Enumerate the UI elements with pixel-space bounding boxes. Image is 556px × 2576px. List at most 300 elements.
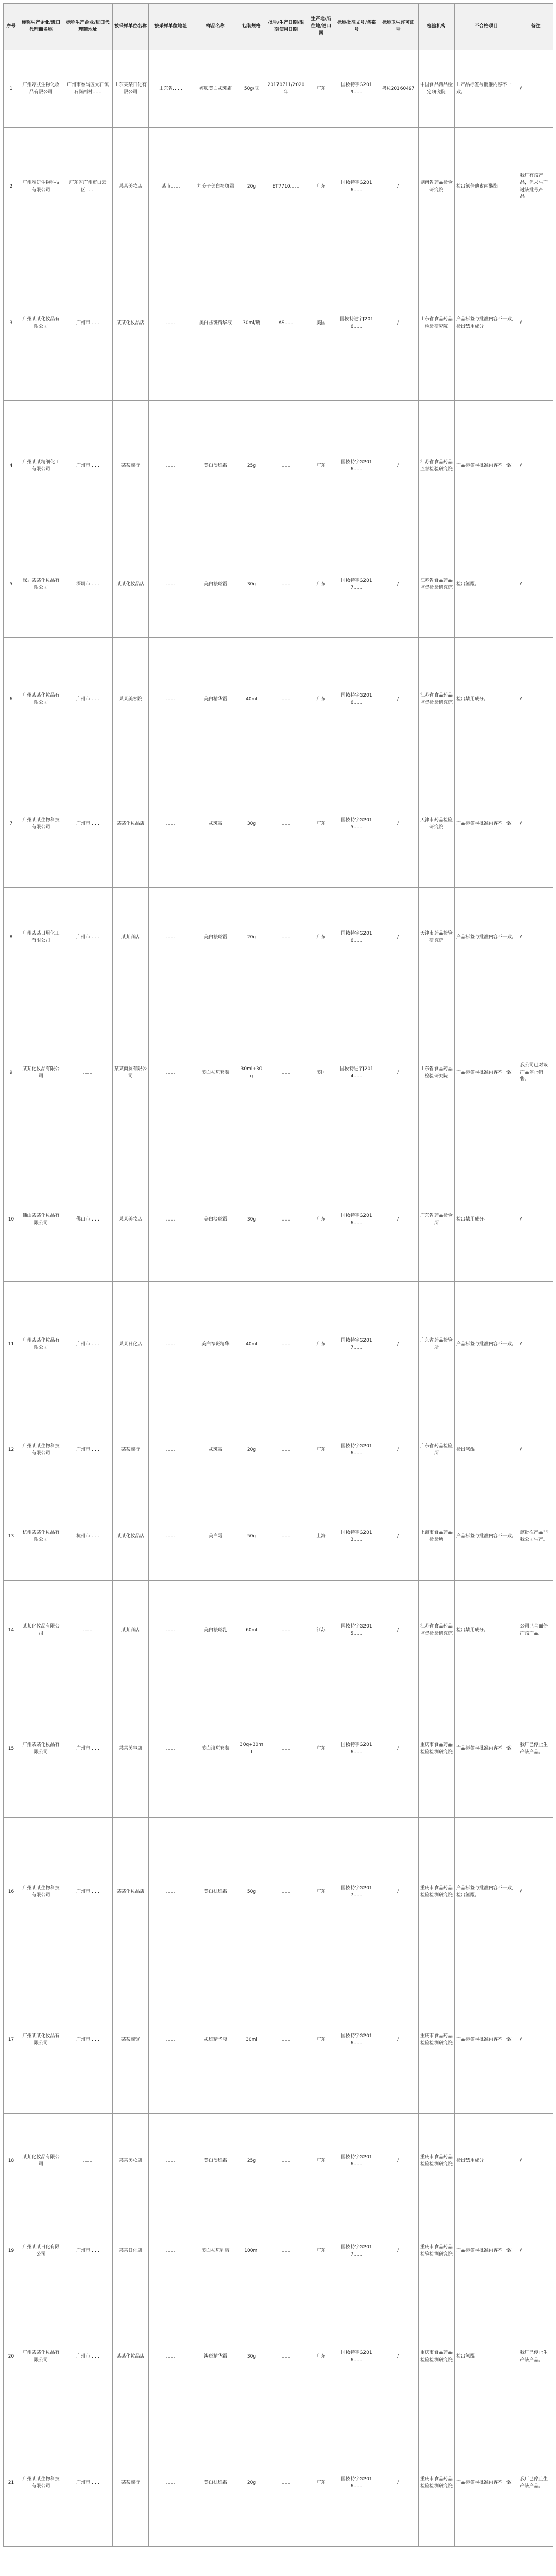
sampler-name: 某某日化店 (113, 1282, 149, 1408)
batch-number: …… (265, 2294, 307, 2420)
approval-number: 国妆特字G2016…… (335, 2114, 378, 2209)
batch-number: 20170711/2020年 (265, 50, 307, 128)
company-name: 广州某某化妆品有限公司 (19, 1967, 63, 2114)
package-spec: 30g+30ml (238, 1681, 265, 1818)
product-name: 美白祛斑霜 (193, 2420, 238, 2547)
failed-item: 产品标签与批准内容不一致。 (455, 2209, 518, 2294)
inspection-lab: 天津市药品检验研究院 (419, 888, 455, 988)
company-name: 广州婷肤生物化妆品有限公司 (19, 50, 63, 128)
batch-number: …… (265, 1818, 307, 1967)
company-name: 广州某某日化有限公司 (19, 2209, 63, 2294)
row-number: 17 (4, 1967, 19, 2114)
sampler-address: …… (149, 2114, 193, 2209)
remark: / (518, 246, 553, 401)
remark: / (518, 1818, 553, 1967)
product-name: 美白淡斑霜 (193, 2114, 238, 2209)
column-header: 标称生产企业/进口代理商地址 (63, 4, 113, 50)
company-name: 深圳某某化妆品有限公司 (19, 532, 63, 638)
sampler-name: 某某美容院 (113, 638, 149, 761)
batch-number: …… (265, 1581, 307, 1681)
origin: 美国 (307, 988, 335, 1158)
company-address: 广州市…… (63, 401, 113, 532)
batch-number: …… (265, 1282, 307, 1408)
origin: 广东 (307, 1818, 335, 1967)
product-name: 美白精华霜 (193, 638, 238, 761)
sampler-address: …… (149, 1967, 193, 2114)
company-address: 广州市…… (63, 246, 113, 401)
remark: / (518, 1158, 553, 1282)
origin: 江苏 (307, 1581, 335, 1681)
sampler-name: 某某美容店 (113, 1681, 149, 1818)
sampler-address: …… (149, 988, 193, 1158)
package-spec: 30g (238, 1158, 265, 1282)
sampler-address: …… (149, 1493, 193, 1581)
inspection-lab: 江苏省食品药品监督检验研究院 (419, 1581, 455, 1681)
package-spec: 20g (238, 1408, 265, 1493)
product-name: 美白祛斑乳 (193, 1581, 238, 1681)
sampler-address: …… (149, 888, 193, 988)
company-name: 佛山某某化妆品有限公司 (19, 1158, 63, 1282)
column-header: 被采样单位地址 (149, 4, 193, 50)
approval-number: 国妆特字G2013…… (335, 1493, 378, 1581)
failed-item: 产品标签与批准内容不一致。 (455, 988, 518, 1158)
license-number: / (378, 1493, 419, 1581)
origin: 广东 (307, 50, 335, 128)
sampler-address: …… (149, 2209, 193, 2294)
table-row (4, 1967, 553, 2114)
row-number: 12 (4, 1408, 19, 1493)
origin: 广东 (307, 638, 335, 761)
inspection-lab: 江苏省食品药品监督检验研究院 (419, 401, 455, 532)
remark: / (518, 1967, 553, 2114)
remark: 该批次产品非我公司生产。 (518, 1493, 553, 1581)
sampler-address: …… (149, 2420, 193, 2547)
approval-number: 国妆特字G2017…… (335, 1818, 378, 1967)
row-number: 15 (4, 1681, 19, 1818)
table-row (4, 761, 553, 888)
origin: 广东 (307, 128, 335, 246)
failed-item: 产品标签与批准内容不一致。 (455, 401, 518, 532)
sampler-name: 某某商店 (113, 888, 149, 988)
approval-number: 国妆特字G2017…… (335, 532, 378, 638)
company-name: 广州某某日用化工有限公司 (19, 888, 63, 988)
package-spec: 60ml (238, 1581, 265, 1681)
inspection-lab: 重庆市食品药品检验检测研究院 (419, 2114, 455, 2209)
remark: / (518, 1408, 553, 1493)
row-number: 3 (4, 246, 19, 401)
column-header: 标称卫生许可证号 (378, 4, 419, 50)
license-number: 粤妆20160497 (378, 50, 419, 128)
inspection-lab: 江苏省食品药品监督检验研究院 (419, 638, 455, 761)
batch-number: …… (265, 638, 307, 761)
inspection-lab: 广东省药品检验所 (419, 1408, 455, 1493)
failed-item: 检出氢醌。 (455, 1408, 518, 1493)
batch-number: …… (265, 2420, 307, 2547)
company-name: 广州某某化妆品有限公司 (19, 1282, 63, 1408)
remark: / (518, 401, 553, 532)
table-row (4, 638, 553, 761)
failed-item: 产品标签与批准内容不一致，检出氢醌。 (455, 1818, 518, 1967)
inspection-lab: 重庆市食品药品检验检测研究院 (419, 1681, 455, 1818)
company-address: …… (63, 988, 113, 1158)
package-spec: 25g (238, 2114, 265, 2209)
package-spec: 20g (238, 128, 265, 246)
origin: 广东 (307, 1967, 335, 2114)
company-name: 广州某某精细化工有限公司 (19, 401, 63, 532)
remark: / (518, 1282, 553, 1408)
table-row (4, 50, 553, 128)
product-name: 美白霜 (193, 1493, 238, 1581)
table-header (4, 4, 553, 50)
approval-number: 国妆特字G2019…… (335, 50, 378, 128)
license-number: / (378, 1158, 419, 1282)
remark: 我厂已停止生产该产品。 (518, 2420, 553, 2547)
license-number: / (378, 532, 419, 638)
origin: 广东 (307, 1282, 335, 1408)
approval-number: 国妆特字G2017…… (335, 2209, 378, 2294)
inspection-lab: 重庆市食品药品检验检测研究院 (419, 2294, 455, 2420)
company-address: 广州市…… (63, 1818, 113, 1967)
sampler-address: …… (149, 1581, 193, 1681)
sampler-address: …… (149, 2294, 193, 2420)
product-name: 婷肤美白祛斑霜 (193, 50, 238, 128)
sampler-name: 某某美妆店 (113, 1158, 149, 1282)
origin: 广东 (307, 1681, 335, 1818)
approval-number: 国妆特字G2016…… (335, 128, 378, 246)
company-name: 某某化妆品有限公司 (19, 988, 63, 1158)
sampler-name: 某某美妆店 (113, 128, 149, 246)
approval-number: 国妆特字G2016…… (335, 2420, 378, 2547)
product-name: 淡斑精华霜 (193, 2294, 238, 2420)
company-name: 某某化妆品有限公司 (19, 2114, 63, 2209)
column-header: 标称批准文号/备案号 (335, 4, 378, 50)
batch-number: …… (265, 401, 307, 532)
table-row (4, 2209, 553, 2294)
row-number: 5 (4, 532, 19, 638)
license-number: / (378, 1681, 419, 1818)
remark: / (518, 2209, 553, 2294)
license-number: / (378, 1408, 419, 1493)
sampler-address: …… (149, 246, 193, 401)
row-number: 21 (4, 2420, 19, 2547)
company-address: 广东省广州市白云区…… (63, 128, 113, 246)
failed-item: 检出氢醌。 (455, 532, 518, 638)
sampler-address: …… (149, 761, 193, 888)
approval-number: 国妆特字G2016…… (335, 1681, 378, 1818)
table-row (4, 1581, 553, 1681)
failed-item: 产品标签与批准内容不一致。 (455, 2420, 518, 2547)
failed-item: 检出禁用成分。 (455, 1581, 518, 1681)
failed-item: 产品标签与批准内容不一致。 (455, 1493, 518, 1581)
product-name: 美白淡斑套装 (193, 1681, 238, 1818)
package-spec: 30ml (238, 1967, 265, 2114)
remark: / (518, 532, 553, 638)
origin: 广东 (307, 2294, 335, 2420)
inspection-lab: 重庆市食品药品检验检测研究院 (419, 2420, 455, 2547)
company-address: 广州市…… (63, 2420, 113, 2547)
row-number: 19 (4, 2209, 19, 2294)
license-number: / (378, 2209, 419, 2294)
license-number: / (378, 1967, 419, 2114)
row-number: 9 (4, 988, 19, 1158)
package-spec: 100ml (238, 2209, 265, 2294)
origin: 广东 (307, 1158, 335, 1282)
license-number: / (378, 128, 419, 246)
package-spec: 30g (238, 2294, 265, 2420)
column-header: 标称生产企业/进口代理商名称 (19, 4, 63, 50)
remark: / (518, 50, 553, 128)
column-header: 被采样单位名称 (113, 4, 149, 50)
row-number: 4 (4, 401, 19, 532)
package-spec: 40ml (238, 1282, 265, 1408)
table-row (4, 2114, 553, 2209)
failed-item: 产品标签与批准内容不一致。 (455, 1282, 518, 1408)
approval-number: 国妆特字G2015…… (335, 1581, 378, 1681)
package-spec: 30ml/瓶 (238, 246, 265, 401)
inspection-results-table (3, 3, 553, 2547)
origin: 美国 (307, 246, 335, 401)
batch-number: …… (265, 1681, 307, 1818)
row-number: 20 (4, 2294, 19, 2420)
company-address: 广州市…… (63, 2209, 113, 2294)
origin: 广东 (307, 532, 335, 638)
batch-number: …… (265, 888, 307, 988)
company-address: 广州市番禺区大石镇石岗西村…… (63, 50, 113, 128)
column-header: 生产地/所在地/进口国 (307, 4, 335, 50)
remark: / (518, 888, 553, 988)
row-number: 18 (4, 2114, 19, 2209)
sampler-name: 某某化妆品店 (113, 532, 149, 638)
origin: 广东 (307, 888, 335, 988)
package-spec: 25g (238, 401, 265, 532)
origin: 广东 (307, 401, 335, 532)
package-spec: 50g (238, 1818, 265, 1967)
company-address: 广州市…… (63, 1282, 113, 1408)
batch-number: …… (265, 2114, 307, 2209)
product-name: 美白祛斑霜 (193, 532, 238, 638)
table-row (4, 246, 553, 401)
package-spec: 30ml+30g (238, 988, 265, 1158)
inspection-lab: 广东省药品检验所 (419, 1282, 455, 1408)
table-row (4, 2294, 553, 2420)
table-row (4, 128, 553, 246)
failed-item: 1.产品标签与批准内容不一致。 (455, 50, 518, 128)
company-address: 广州市…… (63, 638, 113, 761)
approval-number: 国妆特字G2016…… (335, 1158, 378, 1282)
remark: / (518, 638, 553, 761)
table-row (4, 1408, 553, 1493)
approval-number: 国妆特进字J2014…… (335, 988, 378, 1158)
table-row (4, 532, 553, 638)
approval-number: 国妆特字G2016…… (335, 1967, 378, 2114)
product-name: 祛斑霜 (193, 1408, 238, 1493)
column-header: 备注 (518, 4, 553, 50)
table-body (4, 50, 553, 2547)
sampler-name: 某某日化店 (113, 2209, 149, 2294)
license-number: / (378, 2294, 419, 2420)
remark: / (518, 761, 553, 888)
product-name: 美白淡斑霜 (193, 401, 238, 532)
product-name: 美白祛斑乳液 (193, 2209, 238, 2294)
company-address: 深圳市…… (63, 532, 113, 638)
header-row (4, 4, 553, 50)
failed-item: 检出禁用成分。 (455, 1158, 518, 1282)
license-number: / (378, 2420, 419, 2547)
package-spec: 40ml (238, 638, 265, 761)
row-number: 1 (4, 50, 19, 128)
license-number: / (378, 988, 419, 1158)
sampler-address: …… (149, 532, 193, 638)
product-name: 美白祛斑精华液 (193, 246, 238, 401)
inspection-lab: 中国食品药品检定研究院 (419, 50, 455, 128)
product-name: 美白祛斑套装 (193, 988, 238, 1158)
inspection-lab: 重庆市食品药品检验检测研究院 (419, 1818, 455, 1967)
column-header: 不合格项目 (455, 4, 518, 50)
company-name: 广州某某化妆品有限公司 (19, 2294, 63, 2420)
product-name: 祛斑精华液 (193, 1967, 238, 2114)
company-name: 广州某某化妆品有限公司 (19, 1681, 63, 1818)
license-number: / (378, 401, 419, 532)
license-number: / (378, 246, 419, 401)
company-address: 广州市…… (63, 1681, 113, 1818)
batch-number: …… (265, 532, 307, 638)
table-row (4, 1681, 553, 1818)
column-header: 包装规格 (238, 4, 265, 50)
failed-item: 产品标签与批准内容不一致。 (455, 1681, 518, 1818)
row-number: 7 (4, 761, 19, 888)
remark: / (518, 2114, 553, 2209)
remark: 我厂有该产品，但未生产过该批号产品。 (518, 128, 553, 246)
company-name: 杭州某某化妆品有限公司 (19, 1493, 63, 1581)
company-name: 某某化妆品有限公司 (19, 1581, 63, 1681)
inspection-lab: 重庆市食品药品检验检测研究院 (419, 2209, 455, 2294)
approval-number: 国妆特字G2015…… (335, 761, 378, 888)
sampler-address: …… (149, 1818, 193, 1967)
column-header: 样品名称 (193, 4, 238, 50)
table-row (4, 988, 553, 1158)
inspection-lab: 江苏省食品药品监督检验研究院 (419, 532, 455, 638)
column-header: 序号 (4, 4, 19, 50)
batch-number: …… (265, 2209, 307, 2294)
table-row (4, 1282, 553, 1408)
sampler-address: …… (149, 1681, 193, 1818)
row-number: 10 (4, 1158, 19, 1282)
company-name: 广州雅妍生物科技有限公司 (19, 128, 63, 246)
approval-number: 国妆特字G2017…… (335, 1282, 378, 1408)
table-row (4, 1818, 553, 1967)
approval-number: 国妆特字G2016…… (335, 888, 378, 988)
license-number: / (378, 1282, 419, 1408)
company-name: 广州某某生物科技有限公司 (19, 1818, 63, 1967)
company-address: 广州市…… (63, 761, 113, 888)
sampler-address: …… (149, 1158, 193, 1282)
sampler-name: 某某化妆品店 (113, 1818, 149, 1967)
sampler-name: 某某美妆店 (113, 2114, 149, 2209)
inspection-lab: 上海市食品药品检验所 (419, 1493, 455, 1581)
failed-item: 检出氯倍他索丙酸酯。 (455, 128, 518, 246)
failed-item: 产品标签与批准内容不一致，检出禁用成分。 (455, 246, 518, 401)
approval-number: 国妆特字G2016…… (335, 2294, 378, 2420)
inspection-lab: 山东省食品药品检验研究院 (419, 246, 455, 401)
failed-item: 产品标签与批准内容不一致。 (455, 888, 518, 988)
origin: 广东 (307, 2114, 335, 2209)
license-number: / (378, 888, 419, 988)
batch-number: …… (265, 988, 307, 1158)
failed-item: 产品标签与批准内容不一致。 (455, 1967, 518, 2114)
sampler-name: 某某化妆品店 (113, 761, 149, 888)
license-number: / (378, 2114, 419, 2209)
sampler-name: 某某商贸 (113, 1967, 149, 2114)
package-spec: 30g (238, 761, 265, 888)
package-spec: 20g (238, 2420, 265, 2547)
remark: 我厂已停止生产该产品。 (518, 2294, 553, 2420)
origin: 上海 (307, 1493, 335, 1581)
sampler-address: …… (149, 401, 193, 532)
package-spec: 50g/瓶 (238, 50, 265, 128)
table-row (4, 2420, 553, 2547)
batch-number: AS…… (265, 246, 307, 401)
product-name: 美白祛斑霜 (193, 888, 238, 988)
origin: 广东 (307, 761, 335, 888)
remark: 我公司已对该产品停止销售。 (518, 988, 553, 1158)
row-number: 13 (4, 1493, 19, 1581)
origin: 广东 (307, 1408, 335, 1493)
origin: 广东 (307, 2209, 335, 2294)
product-name: 祛斑霜 (193, 761, 238, 888)
license-number: / (378, 638, 419, 761)
company-address: 杭州市…… (63, 1493, 113, 1581)
product-name: 九美子美白祛斑霜 (193, 128, 238, 246)
inspection-lab: 重庆市食品药品检验检测研究院 (419, 1967, 455, 2114)
remark: 公司已全面停产该产品。 (518, 1581, 553, 1681)
license-number: / (378, 761, 419, 888)
company-name: 广州某某生物科技有限公司 (19, 761, 63, 888)
table-row (4, 888, 553, 988)
inspection-lab: 天津市药品检验研究院 (419, 761, 455, 888)
row-number: 11 (4, 1282, 19, 1408)
approval-number: 国妆特字G2016…… (335, 638, 378, 761)
product-name: 美白祛斑精华 (193, 1282, 238, 1408)
batch-number: …… (265, 1967, 307, 2114)
product-name: 美白祛斑霜 (193, 1818, 238, 1967)
sampler-name: 某某商行 (113, 2420, 149, 2547)
product-name: 美白淡斑霜 (193, 1158, 238, 1282)
sampler-name: 某某化妆品店 (113, 1493, 149, 1581)
sampler-name: 某某商店 (113, 1581, 149, 1681)
approval-number: 国妆特字G2016…… (335, 401, 378, 532)
failed-item: 检出禁用成分。 (455, 2114, 518, 2209)
company-address: 广州市…… (63, 1408, 113, 1493)
sampler-name: 某某化妆品店 (113, 246, 149, 401)
row-number: 6 (4, 638, 19, 761)
inspection-lab: 山东省食品药品检验研究院 (419, 988, 455, 1158)
row-number: 8 (4, 888, 19, 988)
inspection-lab: 广东省药品检验所 (419, 1158, 455, 1282)
company-name: 广州某某生物科技有限公司 (19, 2420, 63, 2547)
company-name: 广州某某化妆品有限公司 (19, 246, 63, 401)
batch-number: …… (265, 1493, 307, 1581)
column-header: 检验机构 (419, 4, 455, 50)
approval-number: 国妆特进字J2016…… (335, 246, 378, 401)
table-row (4, 1158, 553, 1282)
package-spec: 30g (238, 532, 265, 638)
origin: 广东 (307, 2420, 335, 2547)
sampler-name: 某某商行 (113, 401, 149, 532)
company-address: 佛山市…… (63, 1158, 113, 1282)
failed-item: 产品标签与批准内容不一致。 (455, 761, 518, 888)
sampler-name: 某某商行 (113, 1408, 149, 1493)
row-number: 14 (4, 1581, 19, 1681)
